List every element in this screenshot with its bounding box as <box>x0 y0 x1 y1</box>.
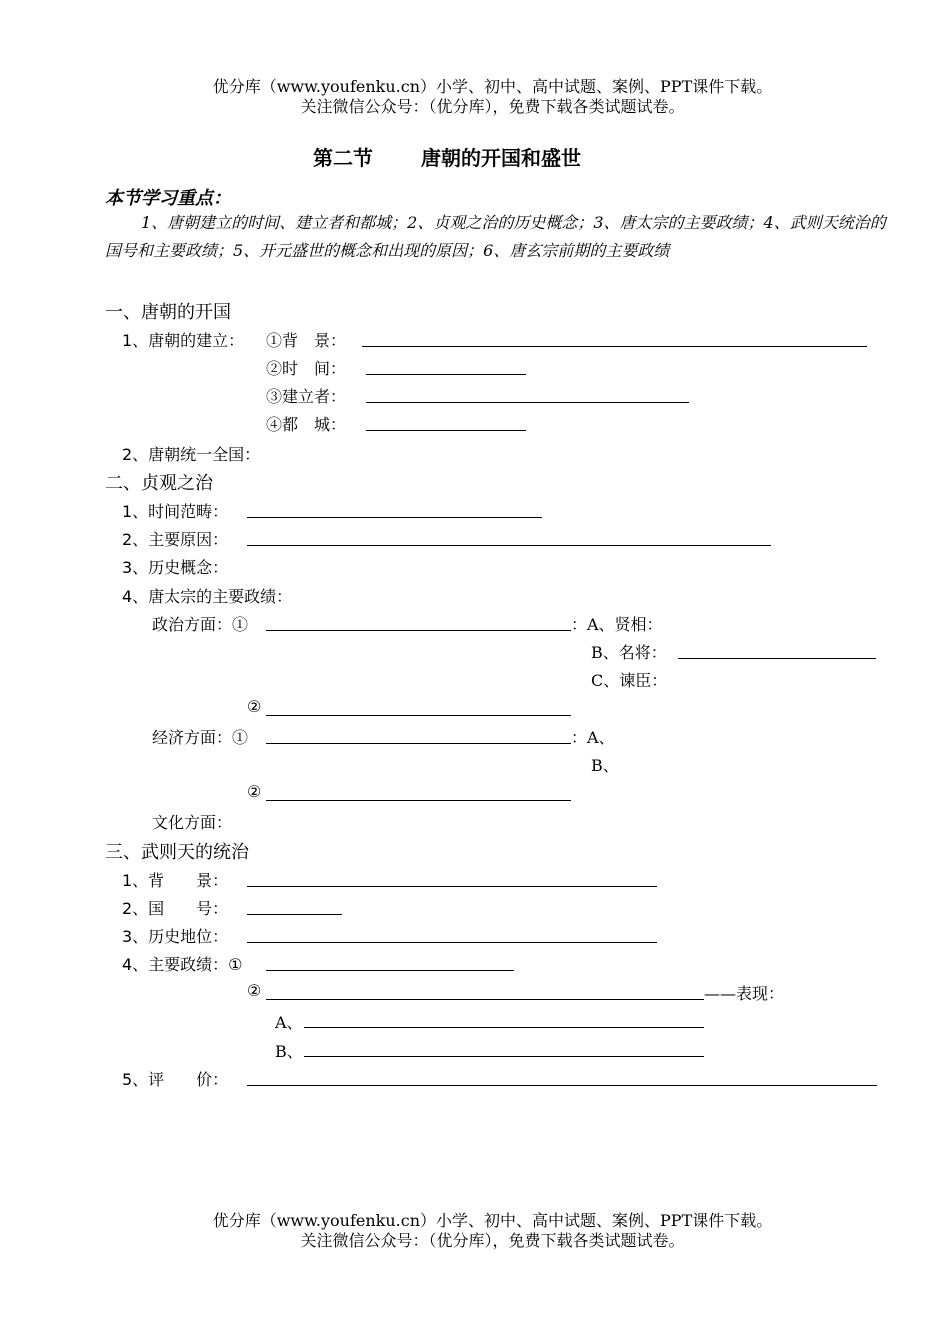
section-2-title: 二、贞观之治 <box>105 473 213 494</box>
wise-minister-label: ：A、贤相： <box>571 615 663 634</box>
background-label: ①背 景： <box>266 331 347 350</box>
header-line-1: 优分库（www.youfenku.cn）小学、初中、高中试题、案例、PPT课件下载。 <box>212 77 773 96</box>
taizong-achievements-label: 4、唐太宗的主要政绩： <box>122 587 293 606</box>
main-reason-answer-line[interactable] <box>247 545 771 546</box>
manifestation-a-answer-line[interactable] <box>304 1027 704 1028</box>
key-points-body: 1、唐朝建立的时间、建立者和都城；2、贞观之治的历史概念；3、唐太宗的主要政绩；4、武则天统治的国号和主要政绩；5、开元盛世的概念和出现的原因；6、唐玄宗前期的主要政绩 <box>105 213 886 260</box>
footer-line-2: 关注微信公众号：（优分库），免费下载各类试题试卷。 <box>300 1231 685 1250</box>
background-answer-line[interactable] <box>362 346 867 347</box>
manifestation-b-answer-line[interactable] <box>304 1056 704 1057</box>
evaluation-label: 5、评 价： <box>122 1070 229 1089</box>
manifestation-b-label: B、 <box>275 1042 303 1061</box>
politics-answer-line-2[interactable] <box>266 715 571 716</box>
dynasty-name-answer-line[interactable] <box>247 914 342 915</box>
page-title <box>313 142 581 171</box>
economy-a-label: ：A、 <box>571 728 615 747</box>
historical-status-label: 3、历史地位： <box>122 927 229 946</box>
politics-item-2-marker: ② <box>247 697 262 716</box>
history-concept-label: 3、历史概念： <box>122 558 229 577</box>
tang-founding-label: 1、唐朝的建立： <box>122 331 245 350</box>
footer-line-1: 优分库（www.youfenku.cn）小学、初中、高中试题、案例、PPT课件下载。 <box>212 1211 773 1230</box>
historical-status-answer-line[interactable] <box>247 942 657 943</box>
header-line-2: 关注微信公众号：（优分库），免费下载各类试题试卷。 <box>300 97 685 116</box>
manifestation-label: ——表现： <box>704 984 785 1003</box>
wzt-achievement-item-2-marker: ② <box>247 981 262 1000</box>
time-answer-line[interactable] <box>366 374 526 375</box>
famous-general-label: B、名将： <box>591 643 667 662</box>
economy-answer-line-1[interactable] <box>266 743 571 744</box>
politics-answer-line-1[interactable] <box>266 630 571 631</box>
key-points-text <box>105 209 895 265</box>
economy-label: 经济方面：① <box>152 728 249 747</box>
key-points-heading: 本节学习重点： <box>105 188 231 209</box>
time-range-label: 1、时间范畴： <box>122 502 229 521</box>
manifestation-a-label: A、 <box>275 1013 303 1032</box>
remonstrator-label: C、谏臣： <box>591 671 668 690</box>
unification-label: 2、唐朝统一全国： <box>122 445 261 464</box>
economy-answer-line-2[interactable] <box>266 800 571 801</box>
economy-b-label: B、 <box>591 756 619 775</box>
founder-label: ③建立者： <box>266 387 347 406</box>
section-number: 第二节 <box>313 146 373 170</box>
economy-item-2-marker: ② <box>247 782 262 801</box>
section-name: 唐朝的开国和盛世 <box>421 146 581 170</box>
section-3-title: 三、武则天的统治 <box>105 842 249 863</box>
wzt-achievement-answer-line-1[interactable] <box>266 970 514 971</box>
founder-answer-line[interactable] <box>366 402 689 403</box>
culture-label: 文化方面： <box>152 813 233 832</box>
wzt-background-answer-line[interactable] <box>247 886 657 887</box>
dynasty-name-label: 2、国 号： <box>122 899 229 918</box>
wzt-background-label: 1、背 景： <box>122 871 229 890</box>
section-1-title: 一、唐朝的开国 <box>105 302 231 323</box>
wzt-achievement-answer-line-2[interactable] <box>266 999 704 1000</box>
politics-label: 政治方面：① <box>152 615 249 634</box>
wzt-achievements-label: 4、主要政绩：① <box>122 955 243 974</box>
famous-general-answer-line[interactable] <box>678 658 876 659</box>
time-range-answer-line[interactable] <box>247 517 542 518</box>
main-reason-label: 2、主要原因： <box>122 530 229 549</box>
evaluation-answer-line[interactable] <box>247 1085 877 1086</box>
capital-label: ④都 城： <box>266 415 347 434</box>
time-label: ②时 间： <box>266 359 347 378</box>
capital-answer-line[interactable] <box>366 430 526 431</box>
